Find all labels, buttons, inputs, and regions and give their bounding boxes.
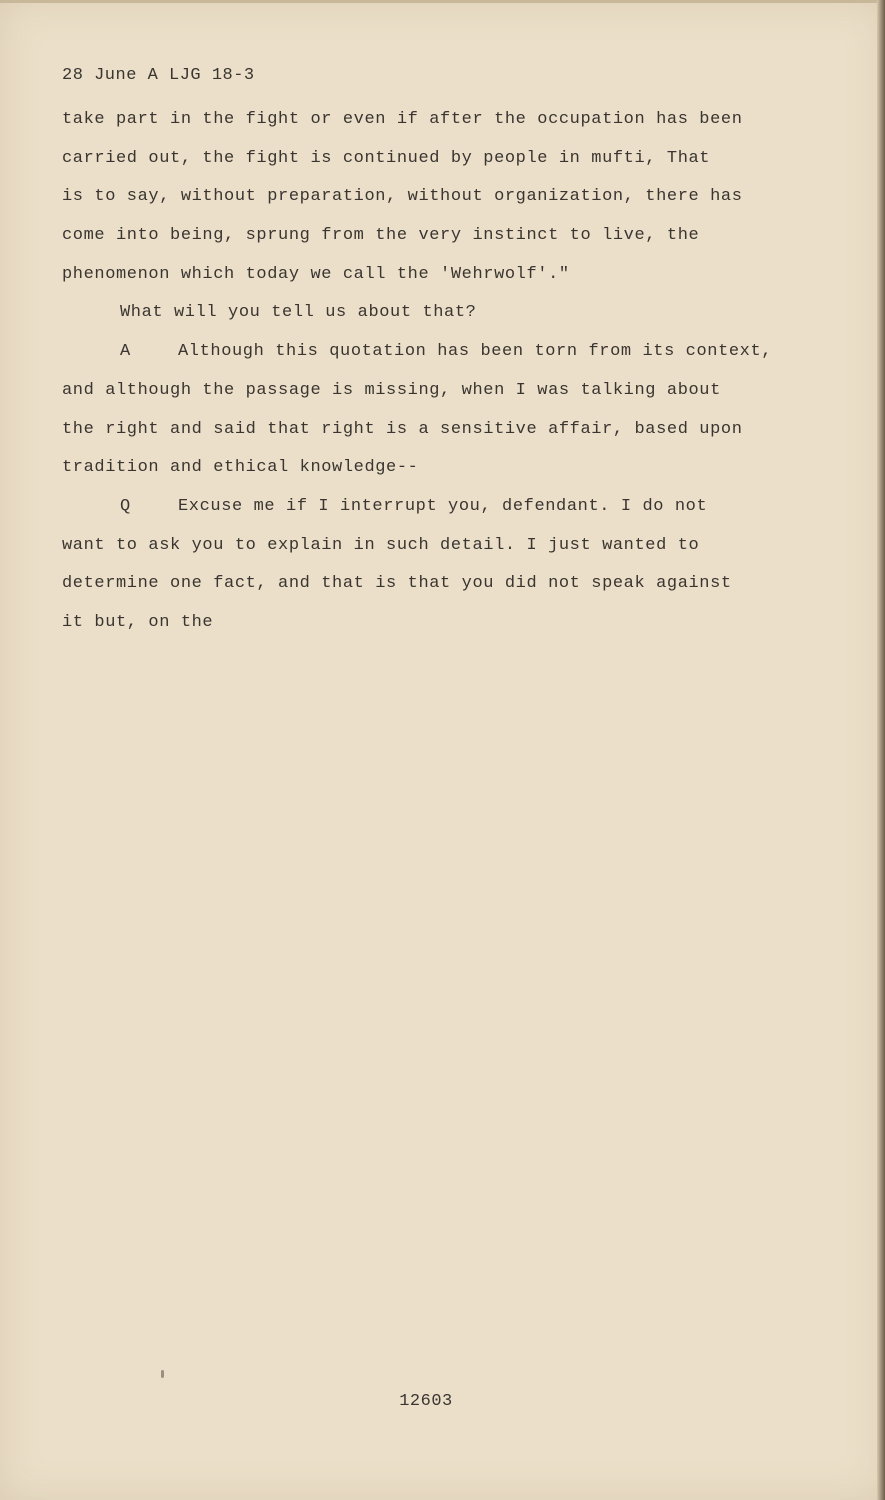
- page-number: 12603: [399, 1392, 453, 1411]
- answer-first-text: Although this quotation has been torn from its context,: [178, 342, 773, 362]
- text-line-5: phenomenon which today we call the 'Wehrwolf'.": [62, 264, 570, 284]
- page-right-edge: [877, 0, 885, 1500]
- question2-first-line: [62, 488, 822, 527]
- text-line-3: is to say, without preparation, without organization, there has: [62, 187, 743, 207]
- question2-line-2: want to ask you to explain in such detail. I just wanted to: [62, 535, 700, 555]
- answer-line-3: the right and said that right is a sensitive affair, based upon: [62, 419, 743, 439]
- page-top-edge: [0, 0, 885, 3]
- transcript-body: [62, 101, 822, 643]
- page-header: 28 June A LJG 18-3: [62, 66, 255, 85]
- text-line-1: take part in the fight or even if after the occupation has been: [62, 110, 743, 129]
- question2-first-text: Excuse me if I interrupt you, defendant. I do not: [178, 496, 708, 516]
- answer-line-2: and although the passage is missing, when I was talking about: [62, 380, 721, 400]
- question2-line-4: it but, on the: [62, 612, 214, 632]
- question-line: What will you tell us about that?: [120, 303, 477, 323]
- answer-marker: A: [120, 342, 131, 362]
- paper-speck: [161, 1370, 164, 1378]
- question-marker: Q: [120, 496, 131, 516]
- text-line-2: carried out, the fight is continued by people in mufti, That: [62, 148, 711, 168]
- text-line-4: come into being, sprung from the very instinct to live, the: [62, 226, 700, 246]
- question2-line-3: determine one fact, and that is that you did not speak against: [62, 574, 732, 594]
- answer-first-line: [62, 333, 822, 372]
- answer-line-4: tradition and ethical knowledge--: [62, 458, 419, 478]
